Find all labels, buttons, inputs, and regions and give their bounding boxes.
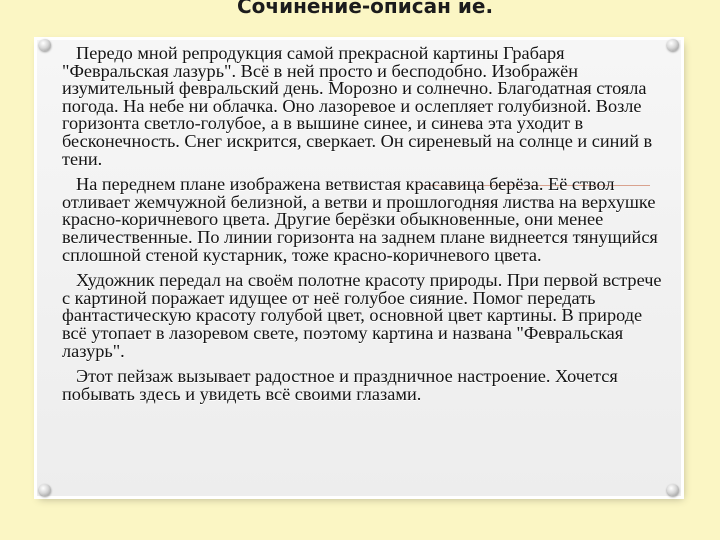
essay-paragraph-1: Передо мной репродукция самой прекрасной картины Грабаря "Февральская лазурь". Всё в ней просто и бесподобно. Изображён изумительный февральский день. Морозно и солнечно. Благодатная стояла погода. На небе ни облачка. Оно лазоревое и ослепляет голубизной. Возле горизонта светло-голубое, а в вышине синее, и синева эта уходит в бесконечность. Снег искрится, сверкает. Он сиреневый на солнце и синий в тени.: [62, 43, 653, 169]
pin-icon-top-right: [667, 39, 679, 51]
essay-text: [62, 45, 662, 411]
pin-icon-bottom-right: [667, 484, 679, 496]
essay-paragraph-4: Этот пейзаж вызывает радостное и праздничное настроение. Хочется побывать здесь и увидеть всё своими глазами.: [62, 366, 618, 404]
essay-paragraph-2: На переднем плане изображена ветвистая красавица берёза. Её ствол отливает жемчужной белизной, а ветви и прошлогодняя листва на верхушке красно-коричневого цвета. Другие берёзки обыкновенные, они менее величественные. По линии горизонта на заднем плане виднеется тянущийся сплошной стеной кустарник, тоже красно-коричневого цвета.: [62, 174, 658, 265]
essay-paragraph-3: Художник передал на своём полотне красоту природы. При первой встрече с картиной поражает идущее от неё голубое сияние. Помог передать фантастическую красоту голубой цвет, основной цвет картины. В природе всё утопает в лазоревом свете, поэтому картина и названа "Февральская лазурь".: [62, 270, 662, 361]
pin-icon-top-left: [39, 39, 51, 51]
pin-icon-bottom-left: [39, 484, 51, 496]
page-title: Сочинение-описан ие.: [236, 0, 494, 18]
